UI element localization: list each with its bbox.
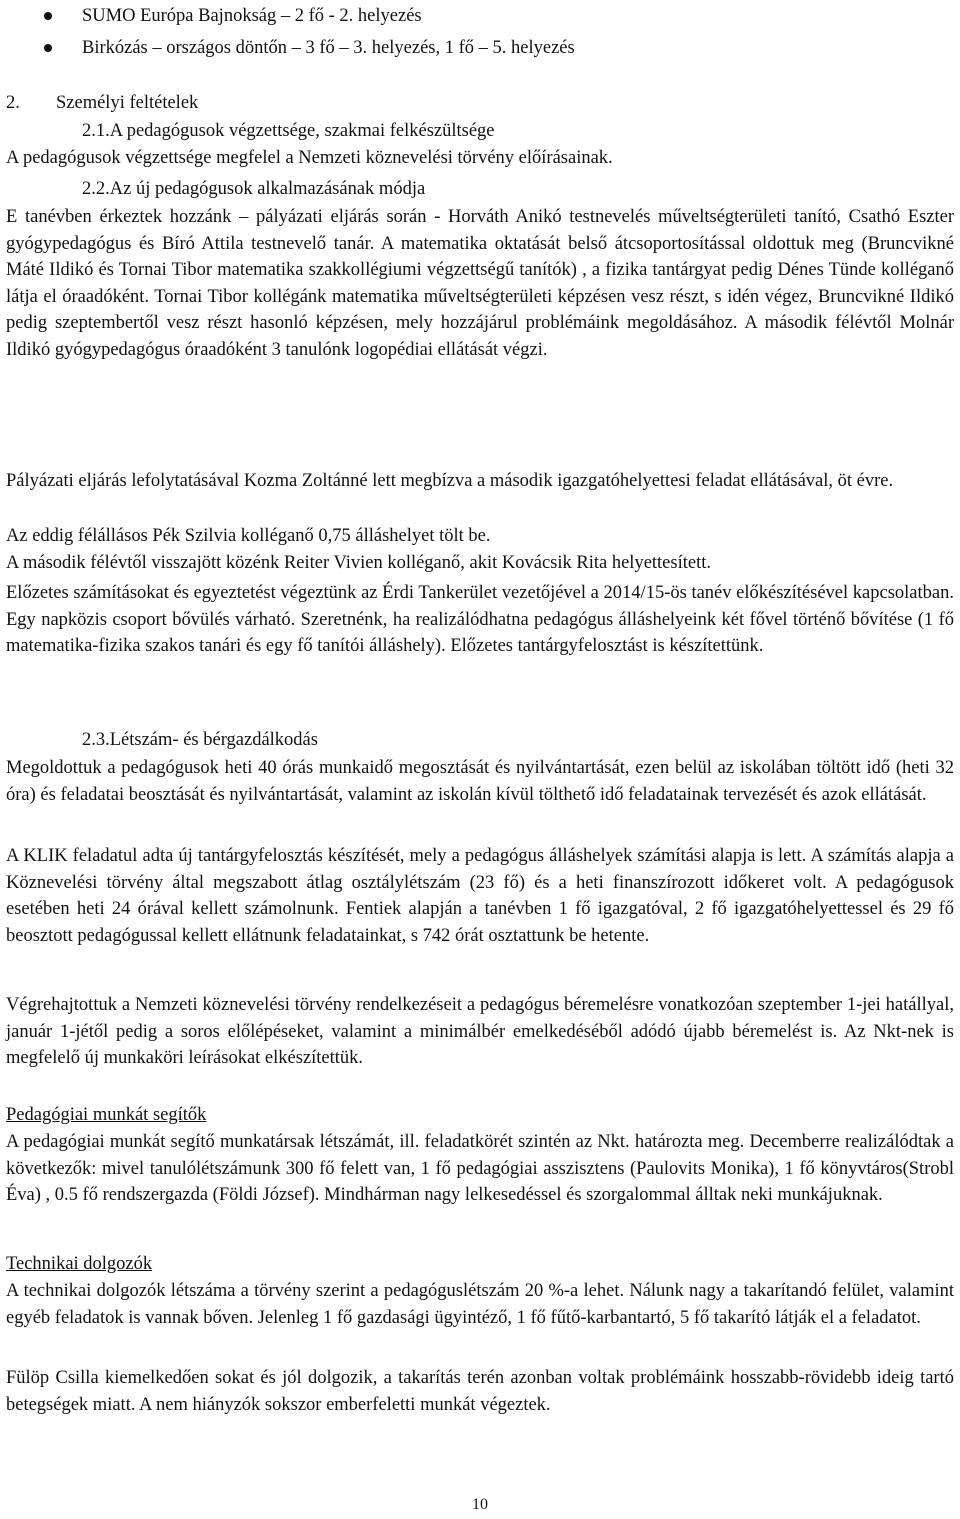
- paragraph: A KLIK feladatul adta új tantárgyfelosztás készítését, mely a pedagógus álláshelyek számítási alapja is lett. A számítás alapja a Köznevelési törvény által megszabott átlag osztálylétszám (23 fő) és a heti finanszírozott időkeret volt. A pedagógusok esetében heti 24 órával kellett számolnunk. Fentiek alapján a tanévben 1 fő igazgatóval, 2 fő igazgatóhelyettessel és 29 fő beosztott pedagógussal kellett ellátnunk feladatainkat, s 742 órát osztattunk be hetente.: [6, 846, 954, 946]
- subsection-heading-2-2: 2.2.Az új pedagógusok alkalmazásának módja: [82, 179, 426, 199]
- paragraph: Előzetes számításokat és egyeztetést végeztünk az Érdi Tankerület vezetőjével a 2014/15-ös tanév előkészítésével kapcsolatban. Egy napközis csoport bővülés várható. Szeretnénk, ha realizálódhatna pedagógus álláshelyeink két fővel történő bővítése (1 fő matematika-fizika szakos tanári és egy fő tanítói álláshely). Előzetes tantárgyfelosztást is készítettünk.: [6, 583, 954, 656]
- paragraph: A második félévtől visszajött közénk Reiter Vivien kolléganő, akit Kovácsik Rita helyettesített.: [6, 553, 711, 573]
- subsection-heading-2-1: 2.1.A pedagógusok végzettsége, szakmai felkészültsége: [82, 121, 495, 141]
- paragraph: Pályázati eljárás lefolytatásával Kozma Zoltánné lett megbízva a második igazgatóhelyettesi feladat ellátásával, öt évre.: [6, 471, 894, 491]
- paragraph: Megoldottuk a pedagógusok heti 40 órás munkaidő megosztását és nyilvántartását, ezen belül az iskolában töltött idő (heti 32 óra) és feladatai beosztását és nyilvántartását, valamint az iskolán kívül tölthető idő feladatainak tervezését és azok ellátását.: [6, 758, 954, 805]
- paragraph: Az eddig félállásos Pék Szilvia kolléganő 0,75 álláshelyet tölt be.: [6, 526, 491, 546]
- paragraph: E tanévben érkeztek hozzánk – pályázati eljárás során - Horváth Anikó testnevelés műveltségterületi tanító, Csathó Eszter gyógypedagógus és Bíró Attila testnevelő tanár. A matematika oktatását belső átcsoportosítással oldottuk meg (Bruncvikné Máté Ildikó és Tornai Tibor matematika szakkollégiumi végzettségű tanítók) , a fizika tantárgyat pedig Dénes Tünde kolléganő látja el óraadóként. Tornai Tibor kollégánk matematika műveltségterületi képzésen vesz részt, s idén végez, Bruncvikné Ildikó pedig szeptembertől vesz részt hasonló képzésen, mely hozzájárul problémáink megoldásához. A második félévtől Molnár Ildikó gyógypedagógus óraadóként 3 tanulónk logopédiai ellátását végzi.: [6, 207, 954, 360]
- section-heading-pedagogiai: Pedagógiai munkát segítők: [6, 1105, 207, 1125]
- paragraph: A technikai dolgozók létszáma a törvény szerint a pedagóguslétszám 20 %-a lehet. Nálunk nagy a takarítandó felület, valamint egyéb feladatok is vannak bőven. Jelenleg 1 fő gazdasági ügyintéző, 1 fő fűtő-karbantartó, 5 fő takarító látják el a feladatot.: [6, 1281, 954, 1328]
- list-item: Birkózás – országos döntőn – 3 fő – 3. helyezés, 1 fő – 5. helyezés: [0, 32, 575, 64]
- section-title: Személyi feltételek: [56, 93, 199, 113]
- paragraph: Fülöp Csilla kiemelkedően sokat és jól dolgozik, a takarítás terén azonban voltak problémáink hosszabb-rövidebb ideig tartó betegségek miatt. A nem hiányzók sokszor emberfeletti munkát végeztek.: [6, 1368, 954, 1415]
- achievement-list: [0, 0, 575, 64]
- paragraph: Végrehajtottuk a Nemzeti köznevelési törvény rendelkezéseit a pedagógus béremelésre vonatkozóan szeptember 1-jei hatállyal, január 1-jétől pedig a soros előlépéseket, valamint a minimálbér emelkedéséből adódó újabb béremelést is. Az Nkt-nek is megfelelő új munkaköri leírásokat elkészítettük.: [6, 995, 954, 1068]
- section-heading-technikai: Technikai dolgozók: [6, 1254, 153, 1274]
- section-heading: [6, 90, 198, 117]
- list-item: SUMO Európa Bajnokság – 2 fő - 2. helyezés: [0, 0, 575, 32]
- subsection-heading-2-3: 2.3.Létszám- és bérgazdálkodás: [82, 730, 318, 750]
- paragraph: A pedagógusok végzettsége megfelel a Nemzeti köznevelési törvény előírásainak.: [6, 148, 613, 168]
- paragraph: A pedagógiai munkát segítő munkatársak létszámát, ill. feladatkörét szintén az Nkt. határozta meg. Decemberre realizálódtak a következők: mivel tanulólétszámunk 300 fő felett van, 1 fő pedagógiai asszisztens (Paulovits Monika), 1 fő könyvtáros(Strobl Éva) , 0.5 fő rendszergazda (Földi József). Mindhárman nagy lelkesedéssel és szorgalommal álltak neki munkájuknak.: [6, 1132, 954, 1205]
- section-number: 2.: [6, 93, 20, 113]
- page-number: 10: [472, 1496, 488, 1513]
